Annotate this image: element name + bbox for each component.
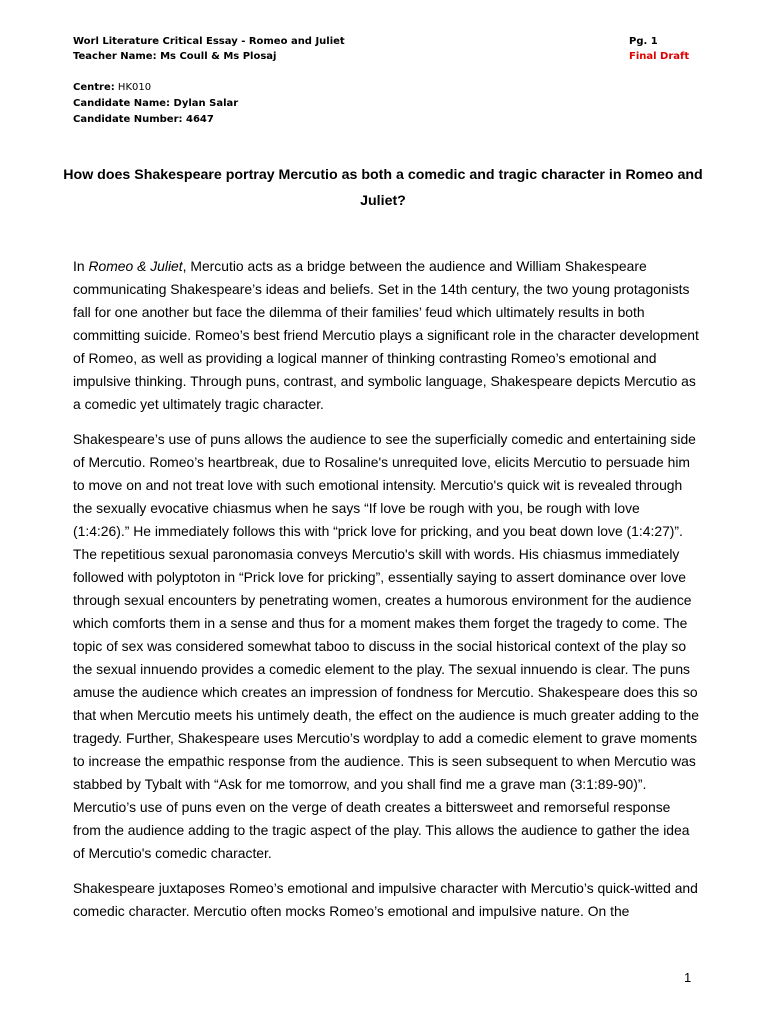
paragraph-intro — [73, 255, 699, 416]
candidate-name: Candidate Name: Dylan Salar — [73, 98, 239, 109]
p1-lead: In — [73, 258, 89, 274]
essay-title: How does Shakespeare portray Mercutio as both a comedic and tragic character in Romeo and Juliet? — [63, 167, 703, 209]
centre-line — [73, 80, 238, 96]
candidate-info — [73, 80, 238, 128]
paragraph-juxtaposition: Shakespeare juxtaposes Romeo’s emotional and impulsive character with Mercutio’s quick-witted and comedic character. Mercutio often mocks Romeo’s emotional and impulsive nature. On the — [73, 880, 698, 919]
p1-rest: , Mercutio acts as a bridge between the audience and William Shakespeare communicating Shakespeare’s ideas and beliefs. Set in the 14th century, the two young protagonists fall for one another but face the dilemma of their families’ feud which ultimately results in both committing suicide. Romeo’s best friend Mercutio plays a significant role in the character development of Romeo, as well as providing a logical manner of thinking contrasting Romeo’s emotional and impulsive thinking. Through puns, contrast, and symbolic language, Shakespeare depicts Mercutio as a comedic yet ultimately tragic character. — [73, 258, 699, 412]
document-header — [73, 34, 345, 64]
centre-label: Centre: — [73, 82, 115, 93]
page-info — [629, 34, 689, 64]
course-title: Worl Literature Critical Essay - Romeo and Juliet — [73, 36, 345, 47]
draft-status: Final Draft — [629, 51, 690, 62]
page-label: Pg. 1 — [629, 36, 658, 47]
page-number: 1 — [684, 970, 692, 985]
paragraph-puns: Shakespeare’s use of puns allows the audience to see the superficially comedic and entertaining side of Mercutio. Romeo’s heartbreak, due to Rosaline's unrequited love, elicits Mercutio to persuade him to move on and not treat love with such emotional intensity. Mercutio's quick wit is revealed through the sexually evocative chiasmus when he says “If love be rough with you, be rough with love (1:4:26).” He immediately follows this with “prick love for pricking, and you beat down love (1:4:27)”. The repetitious sexual paronomasia conveys Mercutio's skill with words. His chiasmus immediately followed with polyptoton in “Prick love for pricking”, essentially saying to assert dominance over love through sexual encounters by penetrating women, creates a humorous environment for the audience which comforts them in a sense and thus for a moment makes them forget the tragedy to come. The topic of sex was considered somewhat taboo to discuss in the social historical context of the play so the sexual innuendo provides a comedic element to the play. The sexual innuendo is clear. The puns amuse the audience which creates an impression of fondness for Mercutio. Shakespeare does this so that when Mercutio meets his untimely death, the effect on the audience is much greater adding to the tragedy. Further, Shakespeare uses Mercutio’s wordplay to add a comedic element to grave moments to increase the empathic response from the audience. This is seen subsequent to when Mercutio was stabbed by Tybalt with “Ask for me tomorrow, and you shall find me a grave man (3:1:89-90)”. Mercutio’s use of puns even on the verge of death creates a bittersweet and remorseful response from the audience adding to the tragic aspect of the play. This allows the audience to gather the idea of Mercutio's comedic character. — [73, 431, 699, 861]
candidate-number: Candidate Number: 4647 — [73, 114, 214, 125]
essay-body — [73, 255, 699, 935]
play-title: Romeo & Juliet — [88, 258, 183, 274]
teacher-name: Teacher Name: Ms Coull & Ms Plosaj — [73, 51, 277, 62]
centre-value: HK010 — [117, 82, 152, 93]
